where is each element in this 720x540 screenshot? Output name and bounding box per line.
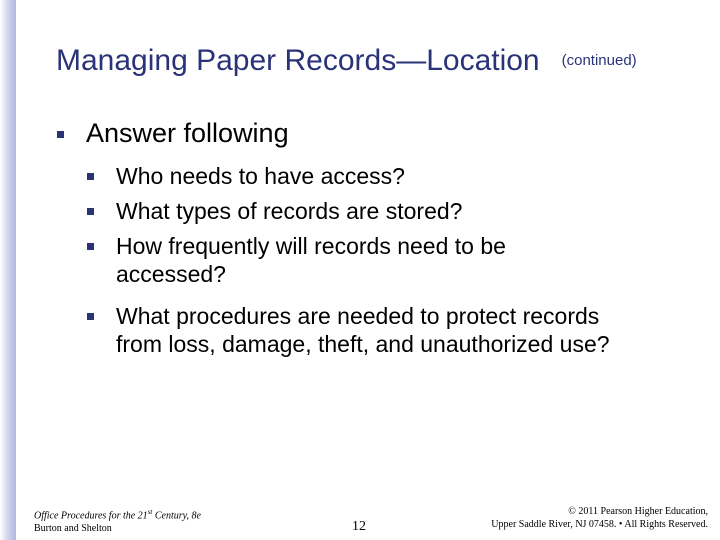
- sub-bullet-square-icon: [87, 208, 94, 215]
- title-suffix: (continued): [561, 52, 637, 69]
- sub-bullet-2: What types of records are stored?: [116, 198, 463, 224]
- sub-bullet-4: What procedures are needed to protect records from loss, damage, theft, and unauthorized use?: [116, 303, 610, 357]
- sub-bullet-1: Who needs to have access?: [116, 163, 405, 189]
- page-number: 12: [352, 519, 366, 534]
- sub-bullet-3: How frequently will records need to be accessed?: [116, 233, 506, 287]
- slide-title: [56, 44, 706, 78]
- footer-copyright: [491, 505, 708, 531]
- left-gradient-band: [0, 0, 16, 540]
- bullet-square-icon: [57, 131, 64, 138]
- sub-bullet-square-icon: [87, 313, 94, 320]
- copyright-line-2: Upper Saddle River, NJ 07458. • All Rights Reserved.: [491, 519, 708, 530]
- main-bullet-text: Answer following: [86, 118, 289, 148]
- book-title: Office Procedures for the 21st Century, 8e: [34, 508, 201, 522]
- copyright-line-1: © 2011 Pearson Higher Education,: [568, 506, 708, 517]
- title-text: Managing Paper Records—Location: [56, 44, 540, 77]
- sub-bullet-square-icon: [87, 243, 94, 250]
- book-authors: Burton and Shelton: [34, 523, 112, 535]
- sub-bullet-square-icon: [87, 173, 94, 180]
- footer-book-credit: [34, 506, 201, 535]
